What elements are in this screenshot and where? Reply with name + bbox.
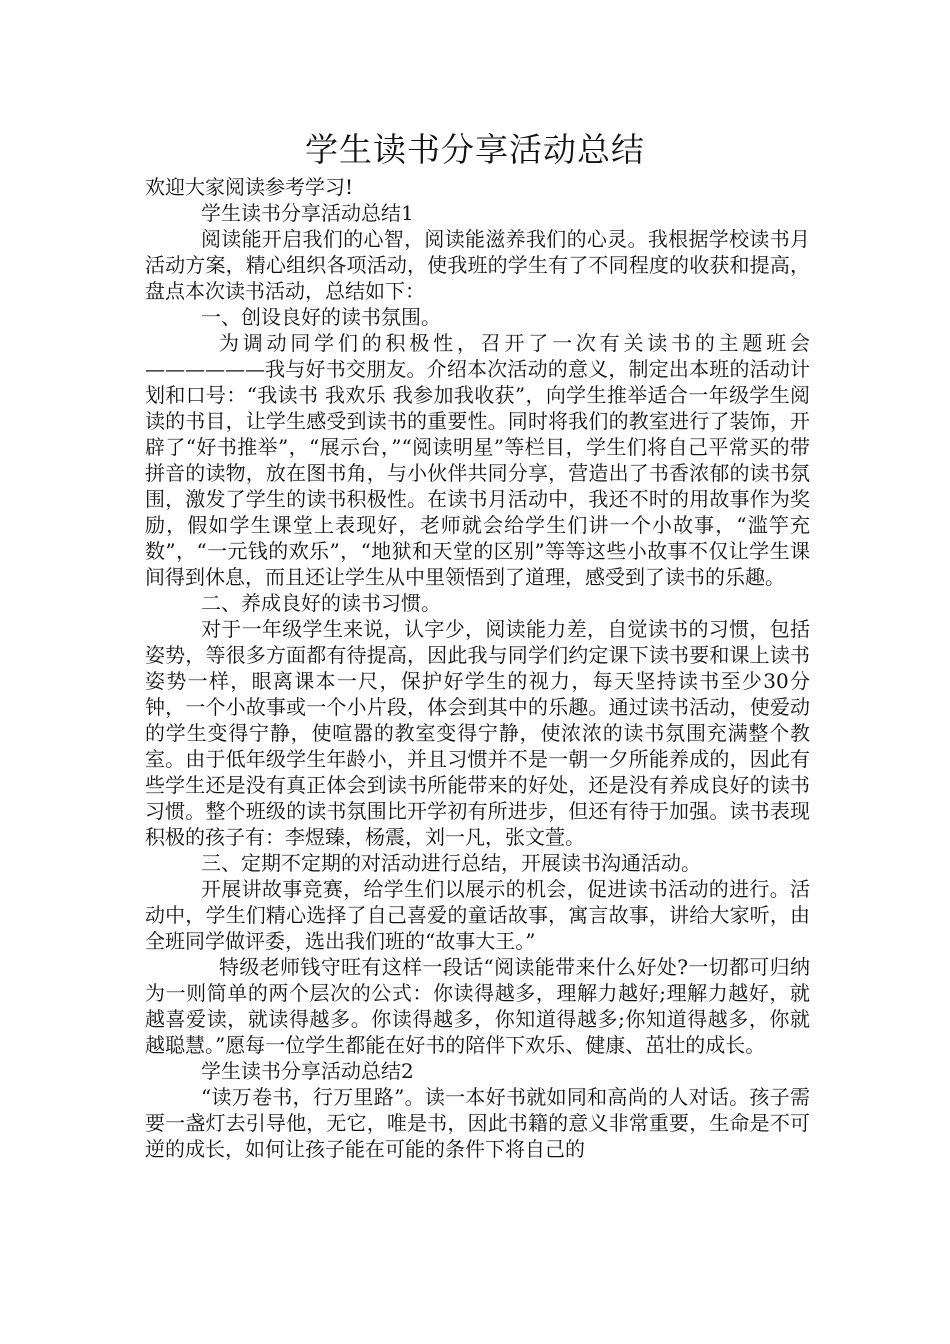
body-paragraph: 阅读能开启我们的心智，阅读能滋养我们的心灵。我根据学校读书月活动方案，精心组织各项活动，使我班的学生有了不同程度的收获和提高，盘点本次读书活动，总结如下： [145,227,810,303]
body-paragraph: 为调动同学们的积极性，召开了一次有关读书的主题班会——————我与好书交朋友。介绍本次活动的意义，制定出本班的活动计划和口号：“我读书 我欢乐 我参加我收获”，向学生推举适合一年级学生阅读的书目，让学生感受到读书的重要性。同时将我们的教室进行了装饰，开辟了“好书推举”，“展示台，”“阅读明星”等栏目，学生们将自己平常买的带拼音的读物，放在图书角，与小伙伴共同分享，营造出了书香浓郁的读书氛围，激发了学生的读书积极性。在读书月活动中，我还不时的用故事作为奖励，假如学生课堂上表现好，老师就会给学生们讲一个小故事，“滥竽充数”，“一元钱的欢乐”，“地狱和天堂的区别”等等这些小故事不仅让学生课间得到休息，而且还让学生从中里领悟到了道理，感受到了读书的乐趣。 [145,331,810,589]
section-heading-summary-activities: 三、定期不定期的对活动进行总结，开展读书沟通活动。 [201,851,701,875]
section-heading-summary-1: 学生读书分享活动总结1 [201,201,414,225]
greeting-line: 欢迎大家阅读参考学习! [145,175,354,199]
document-body [145,174,810,1162]
section-heading-atmosphere: 一、创设良好的读书氛围。 [201,305,441,329]
body-paragraph: 开展讲故事竞赛，给学生们以展示的机会，促进读书活动的进行。活动中，学生们精心选择了自己喜爱的童话故事，寓言故事，讲给大家听，由全班同学做评委，选出我们班的“故事大王。” [145,877,810,953]
body-paragraph: 特级老师钱守旺有这样一段话“阅读能带来什么好处?一切都可归纳为一则简单的两个层次的公式：你读得越多，理解力越好;理解力越好，就越喜爱读，就读得越多。你读得越多，你知道得越多;你知道得越多，你就越聪慧。”愿每一位学生都能在好书的陪伴下欢乐、健康、茁壮的成长。 [145,955,810,1057]
body-paragraph: 对于一年级学生来说，认字少，阅读能力差，自觉读书的习惯，包括姿势，等很多方面都有待提高，因此我与同学们约定课下读书要和课上读书姿势一样，眼离课本一尺，保护好学生的视力，每天坚持读书至少30分钟，一个小故事或一个小片段，体会到其中的乐趣。通过读书活动，使爱动的学生变得宁静，使喧嚣的教室变得宁静，使浓浓的读书氛围充满整个教室。由于低年级学生年龄小，并且习惯并不是一朝一夕所能养成的，因此有些学生还是没有真正体会到读书所能带来的好处，还是没有养成良好的读书习惯。整个班级的读书氛围比开学初有所进步，但还有待于加强。读书表现积极的孩子有：李煜臻，杨震，刘一凡，张文萱。 [145,617,810,849]
document-title: 学生读书分享活动总结 [305,130,645,169]
section-heading-habits: 二、养成良好的读书习惯。 [201,591,441,615]
body-paragraph: “读万卷书，行万里路”。读一本好书就如同和高尚的人对话。孩子需要一盏灯去引导他，无它，唯是书，因此书籍的意义非常重要，生命是不可逆的成长，如何让孩子能在可能的条件下将自己的 [145,1085,810,1161]
section-heading-summary-2: 学生读书分享活动总结2 [201,1059,414,1083]
